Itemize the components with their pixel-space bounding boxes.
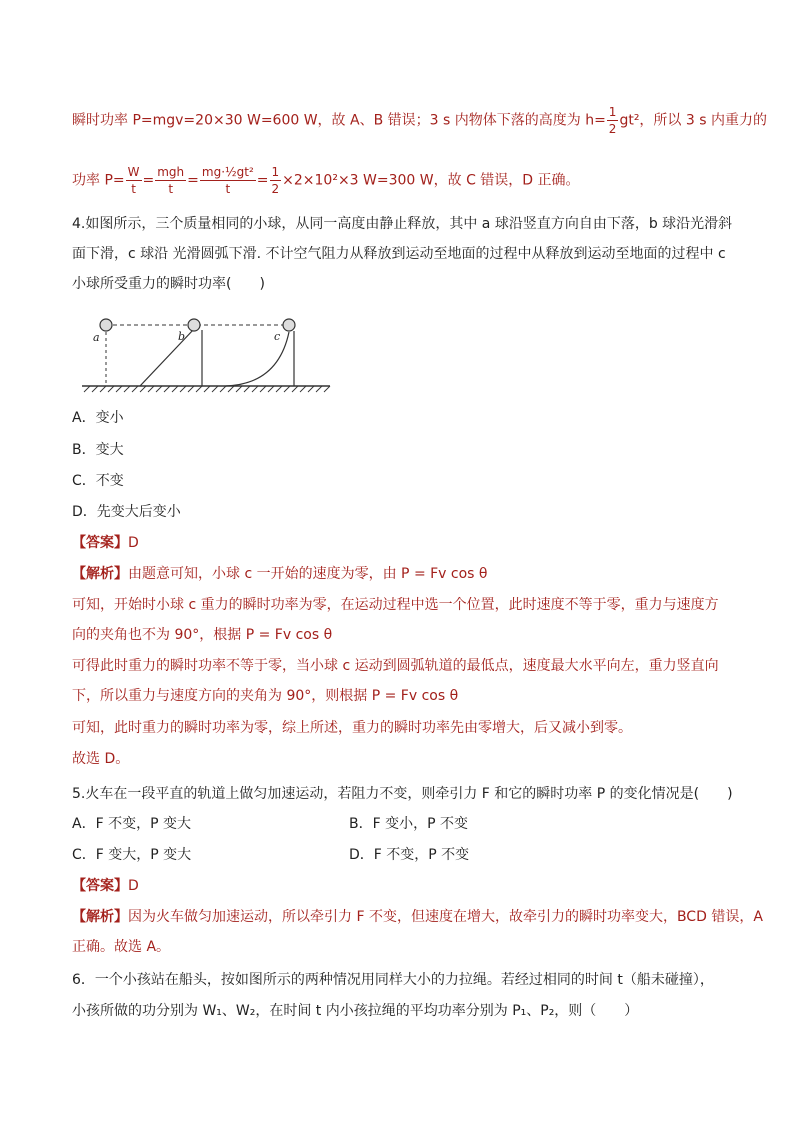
q4-option-c: C．不变 — [72, 473, 124, 489]
analysis-tag: 【解析】 — [72, 909, 128, 925]
fraction-half: $\frac{1}{2}$ — [608, 105, 617, 136]
q5-stem: 5.火车在一段平直的轨道上做匀加速运动，若阻力不变，则牵引力 F 和它的瞬时功率 P 的变化情况是( ) — [72, 786, 733, 802]
q5-option-a: A．F 不变，P 变大 — [72, 816, 191, 832]
solution-text: 瞬时功率 P=mgv=20×30 W=600 W，故 A、B 错误；3 s 内物体下落的高度为 h= — [72, 112, 606, 129]
answer-tag: 【答案】 — [72, 878, 128, 894]
answer-tag: 【答案】 — [72, 535, 128, 551]
q4-option-b: B．变大 — [72, 442, 124, 458]
q5-option-d: D．F 不变，P 不变 — [349, 847, 470, 863]
q4-stem-line-3: 小球所受重力的瞬时功率( ) — [72, 276, 265, 292]
label-b: b — [178, 330, 186, 343]
q6-stem-line-2: 小孩所做的功分别为 W₁、W₂，在时间 t 内小孩拉绳的平均功率分别为 P₁、P₂，则（ ） — [72, 1003, 639, 1019]
q4-analysis-line-5: 下，所以重力与速度方向的夹角为 90°，则根据 P = Fv cos θ — [72, 688, 459, 704]
q5-analysis-line-2: 正确。故选 A。 — [72, 939, 171, 955]
q5-analysis-line-1 — [72, 907, 763, 927]
q4-option-d: D．先变大后变小 — [72, 504, 181, 520]
fraction-w-over-t: $\frac{W}{t}$ — [127, 165, 140, 196]
answer-value: D — [128, 535, 139, 551]
q4-analysis-line-4: 可得此时重力的瞬时功率不等于零，当小球 c 运动到圆弧轨道的最低点，速度最大水平向左，重力竖直向 — [72, 658, 719, 674]
q4-analysis-line-2: 可知，开始时小球 c 重力的瞬时功率为零，在运动过程中选一个位置，此时速度不等于零，重力与速度方 — [72, 597, 719, 613]
ball-c — [283, 319, 295, 331]
ground-hatch — [84, 386, 330, 392]
solution-line-1 — [72, 104, 767, 137]
q4-option-a: A．变小 — [72, 410, 124, 426]
analysis-tag: 【解析】 — [72, 566, 128, 582]
q4-analysis-line-6: 可知，此时重力的瞬时功率为零，综上所述，重力的瞬时功率先由零增大，后又减小到零。 — [72, 720, 632, 736]
fraction-mg-half-gt2-over-t: $\frac{\text{mg·½gt²}}{t}$ — [201, 165, 254, 196]
solution-line-2: 功率 P= $\frac{W}{t}$ = $\frac{\text{mgh}}{t}$ = $\frac{\text{mg·½gt²}}{t}$ = $\frac{1}{2}$ ×2×10²×3 W=300 W，故 C 错误，D 正确。 — [72, 165, 580, 196]
analysis-text: 因为火车做匀加速运动，所以牵引力 F 不变，但速度在增大，故牵引力的瞬时功率变大，BCD 错误，A — [128, 909, 763, 925]
answer-value: D — [128, 878, 139, 894]
q4-stem-line-1: 4.如图所示，三个质量相同的小球，从同一高度由静止释放，其中 a 球沿竖直方向自由下落，b 球沿光滑斜 — [72, 216, 733, 232]
q6-stem-line-1: 6．一个小孩站在船头，按如图所示的两种情况用同样大小的力拉绳。若经过相同的时间 t（船未碰撞）， — [72, 972, 714, 988]
solution-text: gt²，所以 3 s 内重力的 — [619, 112, 767, 129]
solution-text: 功率 P= — [72, 172, 125, 189]
ball-b — [188, 319, 200, 331]
incline-b — [140, 329, 194, 386]
q4-answer — [72, 533, 139, 553]
q4-stem-line-2: 面下滑，c 球沿 光滑圆弧下滑. 不计空气阻力从释放到运动至地面的过程中从释放到运动至地面的过程中 c — [72, 246, 726, 262]
q4-analysis-line-7: 故选 D。 — [72, 751, 130, 767]
q4-analysis-line-1 — [72, 564, 487, 584]
fraction-mgh-over-t: $\frac{\text{mgh}}{t}$ — [157, 165, 185, 196]
q5-option-c: C．F 变大，P 变大 — [72, 847, 192, 863]
q5-answer — [72, 876, 139, 896]
q4-figure — [78, 312, 338, 396]
q5-option-b: B．F 变小，P 不变 — [349, 816, 468, 832]
ball-a — [100, 319, 112, 331]
solution-text: ×2×10²×3 W=300 W，故 C 错误，D 正确。 — [282, 172, 580, 189]
label-a: a — [93, 331, 100, 344]
q4-analysis-line-3: 向的夹角也不为 90°，根据 P = Fv cos θ — [72, 627, 333, 643]
fraction-half-2: $\frac{1}{2}$ — [271, 165, 280, 196]
label-c: c — [274, 330, 281, 343]
analysis-text: 由题意可知，小球 c 一开始的速度为零，由 P = Fv cos θ — [128, 566, 488, 582]
